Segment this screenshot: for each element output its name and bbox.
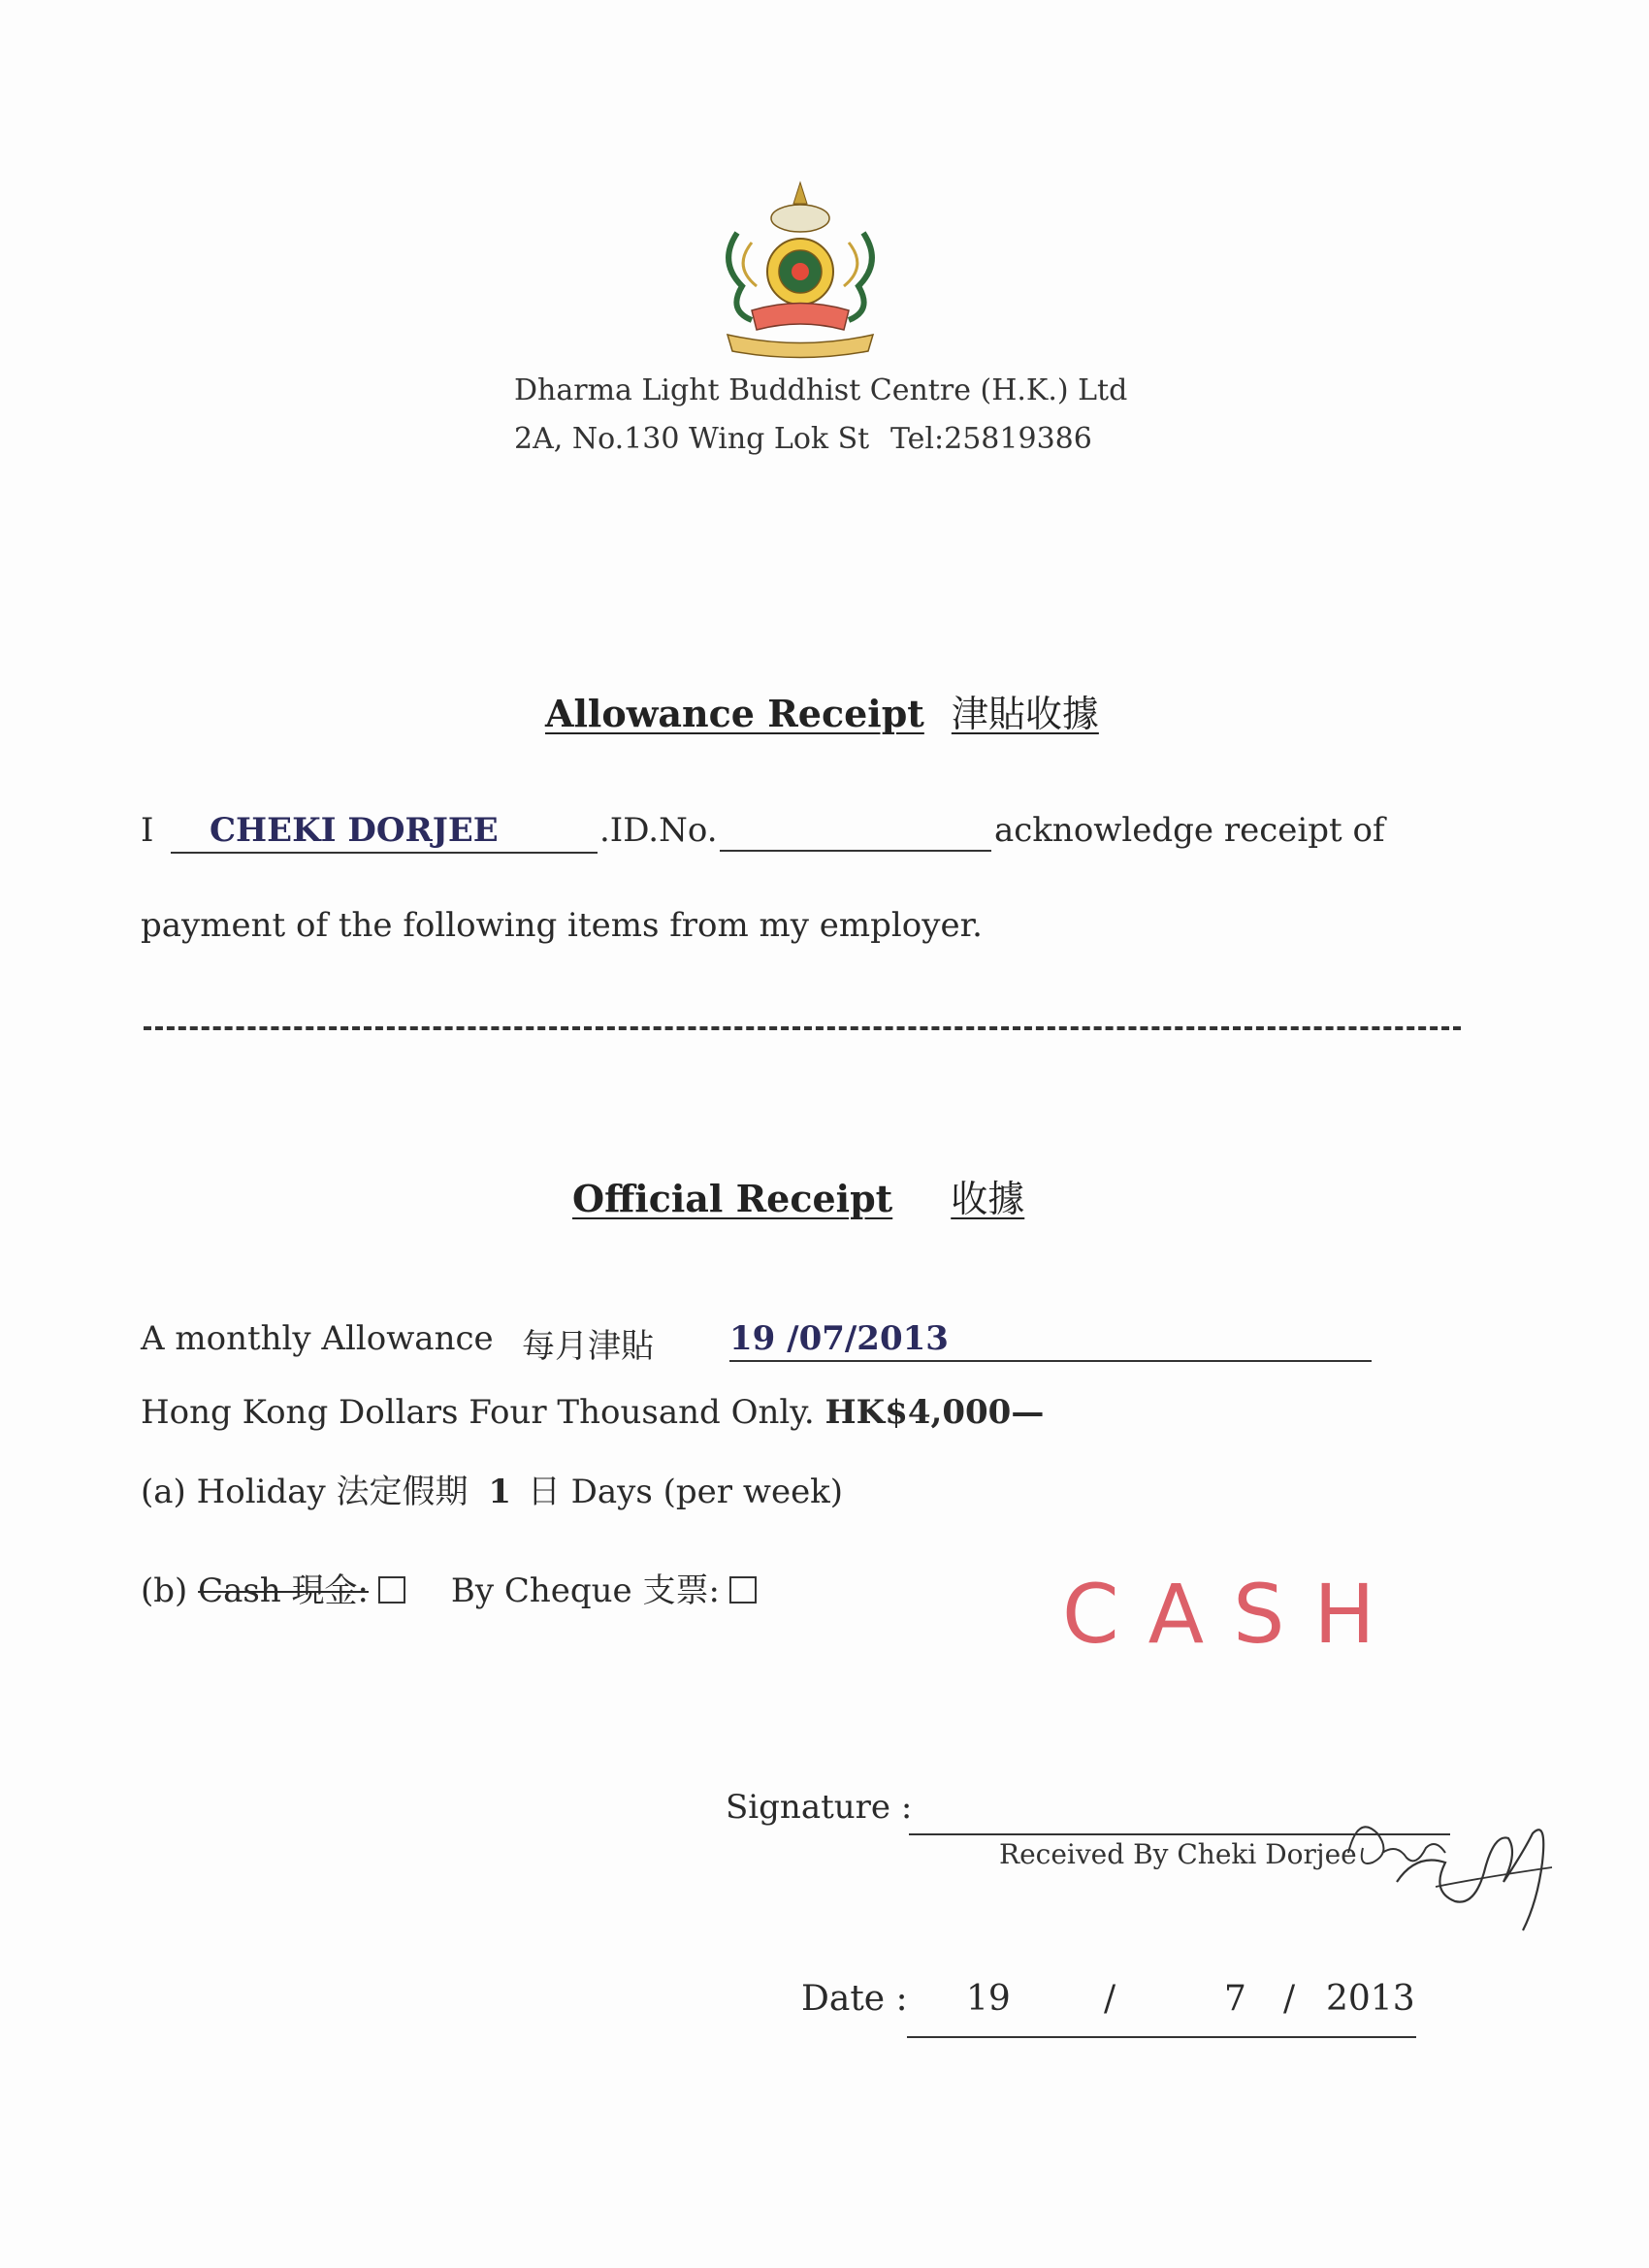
id-number-field bbox=[720, 850, 991, 852]
payment-method-line bbox=[141, 1564, 757, 1611]
allowance-receipt-title-cn: 津貼收據 bbox=[951, 693, 1099, 735]
signature-label: Signature : bbox=[726, 1788, 913, 1827]
date-month: 7 bbox=[1224, 1979, 1246, 2019]
amount-value: HK$4,000— bbox=[824, 1393, 1045, 1432]
org-name: Dharma Light Buddhist Centre (H.K.) Ltd bbox=[514, 373, 1128, 407]
cash-option-label: Cash 現金: bbox=[198, 1571, 370, 1610]
date-label: Date : bbox=[801, 1979, 908, 2019]
org-tel: Tel:25819386 bbox=[890, 422, 1092, 456]
org-address: 2A, No.130 Wing Lok St bbox=[514, 422, 870, 456]
monthly-allowance-date: 19 /07/2013 bbox=[729, 1319, 949, 1358]
official-receipt-title-cn: 收據 bbox=[951, 1178, 1025, 1220]
monthly-allowance-label-cn: 每月津貼 bbox=[522, 1327, 654, 1366]
allowance-receipt-title: Allowance Receipt bbox=[545, 692, 924, 735]
monthly-allowance-date-field bbox=[729, 1319, 1372, 1362]
cash-stamp: CASH bbox=[1062, 1567, 1405, 1662]
official-receipt-title: Official Receipt bbox=[572, 1177, 893, 1220]
date-day: 19 bbox=[966, 1979, 1011, 2019]
holiday-suffix: 日 Days (per week) bbox=[527, 1473, 844, 1511]
cash-checkbox[interactable] bbox=[378, 1576, 405, 1604]
payment-method-prefix: (b) bbox=[141, 1571, 188, 1610]
date-separator-1: / bbox=[1104, 1979, 1116, 2019]
official-receipt-heading bbox=[572, 1169, 1024, 1222]
organization-emblem-icon bbox=[698, 175, 902, 359]
employee-name-field bbox=[171, 811, 598, 854]
received-by-text: Received By Cheki Dorjee bbox=[999, 1838, 1357, 1870]
separator-dashed-line bbox=[144, 1026, 1461, 1030]
cheque-option-label: By Cheque 支票: bbox=[450, 1571, 720, 1610]
cash-option bbox=[198, 1571, 405, 1610]
employee-name: CHEKI DORJEE bbox=[210, 811, 499, 850]
holiday-prefix: (a) Holiday 法定假期 bbox=[141, 1473, 469, 1511]
id-label: .ID.No. bbox=[599, 811, 718, 850]
allowance-receipt-heading bbox=[545, 684, 1099, 737]
acknowledge-text: acknowledge receipt of bbox=[994, 811, 1385, 850]
handwritten-signature bbox=[1339, 1795, 1591, 1950]
monthly-allowance-label: A monthly Allowance bbox=[141, 1319, 494, 1358]
date-separator-2: / bbox=[1283, 1979, 1296, 2019]
amount-text: Hong Kong Dollars Four Thousand Only. bbox=[141, 1393, 815, 1432]
cheque-checkbox[interactable] bbox=[729, 1576, 757, 1604]
holiday-days: 1 bbox=[488, 1473, 512, 1511]
amount-line bbox=[141, 1393, 1044, 1432]
holiday-line bbox=[141, 1465, 843, 1512]
name-prefix: I bbox=[141, 811, 154, 850]
date-year: 2013 bbox=[1326, 1979, 1415, 2019]
acknowledge-text-line2: payment of the following items from my employer. bbox=[141, 906, 983, 945]
date-line[interactable] bbox=[907, 2036, 1416, 2038]
